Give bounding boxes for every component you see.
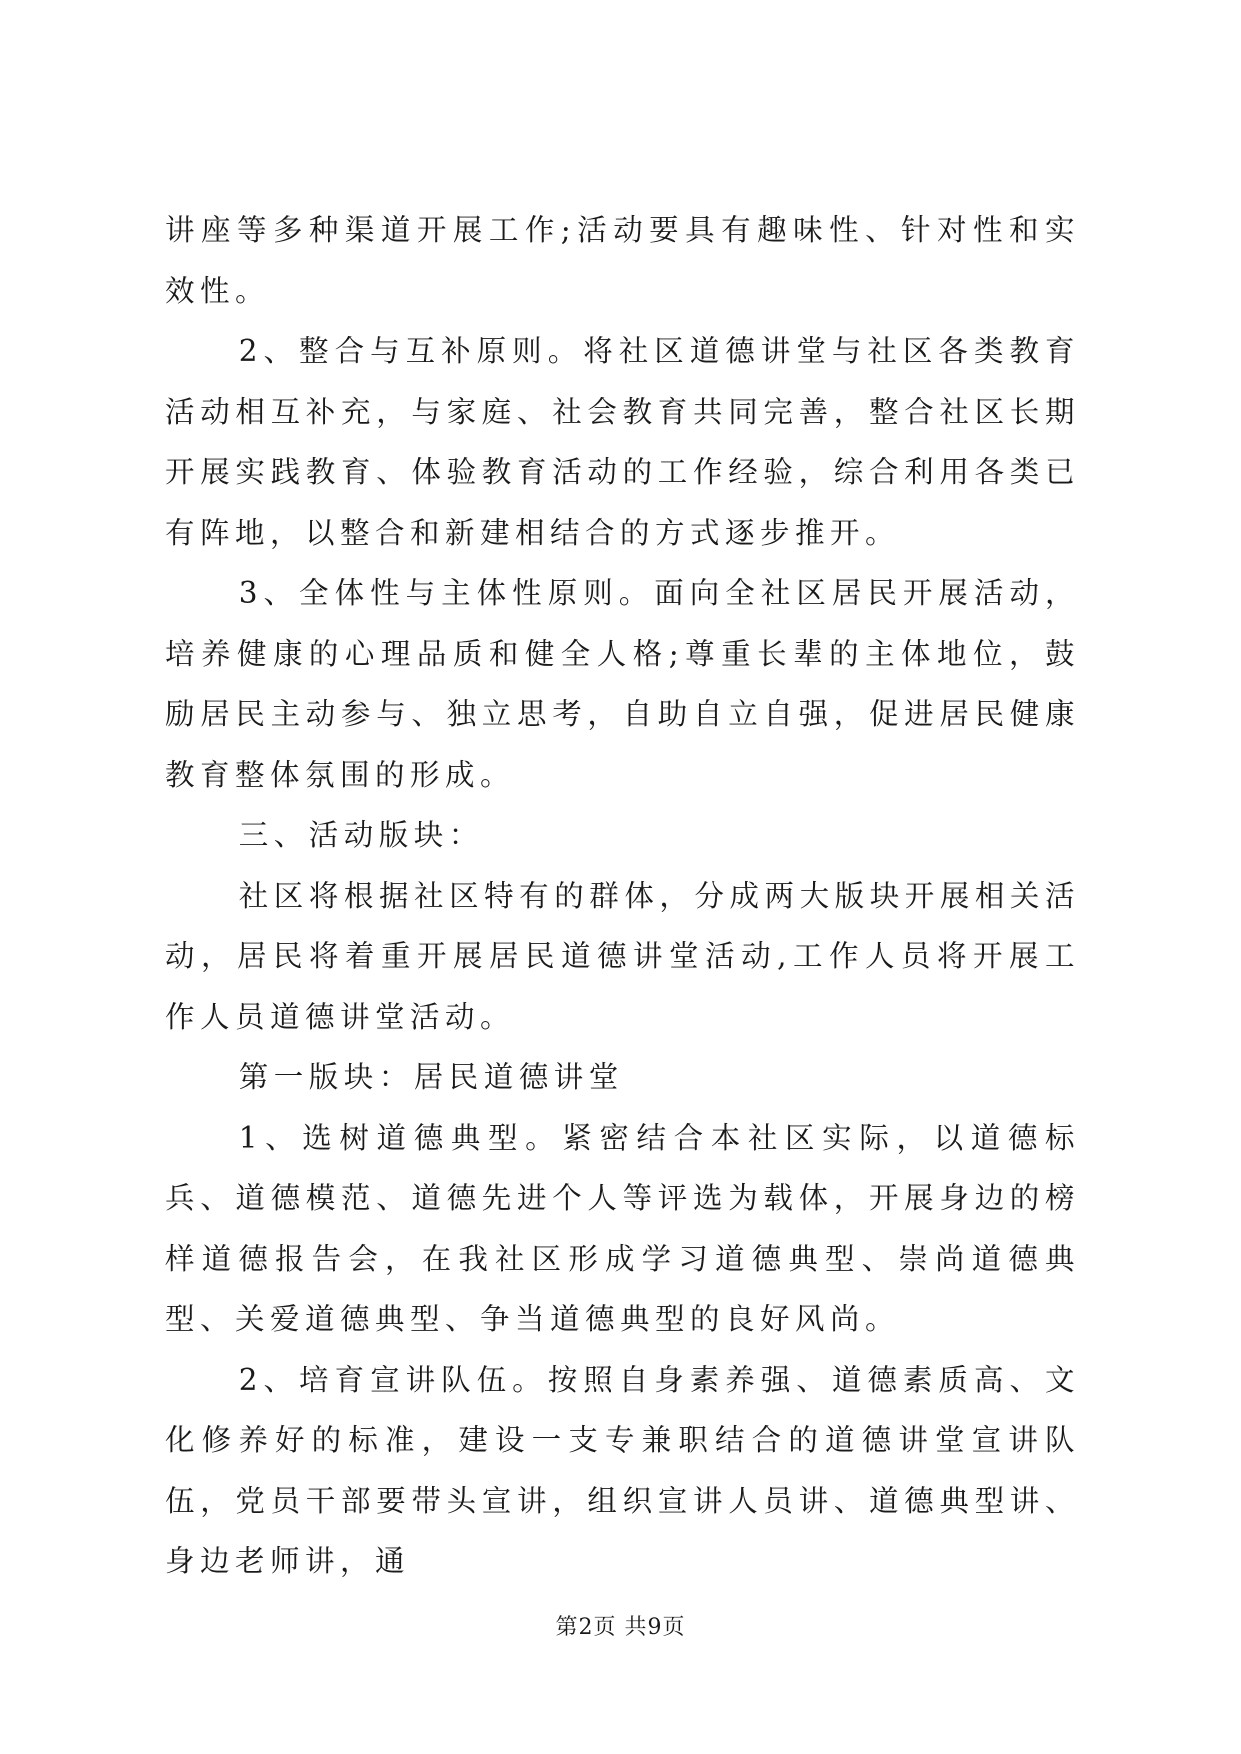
paragraph-continuation: 讲座等多种渠道开展工作;活动要具有趣味性、针对性和实效性。: [165, 213, 1080, 308]
page-number-footer: 第2页 共9页: [555, 1615, 686, 1640]
document-body: [165, 200, 1080, 1592]
paragraph-item-2: 2、培育宣讲队伍。按照自身素养强、道德素质高、文化修养好的标准，建设一支专兼职结合的道德讲堂宣讲队伍，党员干部要带头宣讲，组织宣讲人员讲、道德典型讲、身边老师讲，通: [165, 1362, 1080, 1578]
subheading-block-one: 第一版块：居民道德讲堂: [238, 1060, 624, 1094]
paragraph-activity-intro: 社区将根据社区特有的群体，分成两大版块开展相关活动，居民将着重开展居民道德讲堂活动,工作人员将开展工作人员道德讲堂活动。: [165, 878, 1080, 1034]
section-heading-activity-blocks: 三、活动版块：: [238, 818, 484, 852]
paragraph-principle-2: 2、整合与互补原则。将社区道德讲堂与社区各类教育活动相互补充，与家庭、社会教育共同完善，整合社区长期开展实践教育、体验教育活动的工作经验，综合利用各类已有阵地，以整合和新建相结合的方式逐步推开。: [165, 334, 1080, 550]
paragraph-principle-3: 3、全体性与主体性原则。面向全社区居民开展活动，培养健康的心理品质和健全人格;尊重长辈的主体地位，鼓励居民主动参与、独立思考，自助自立自强，促进居民健康教育整体氛围的形成。: [165, 576, 1080, 792]
paragraph-item-1: 1、选树道德典型。紧密结合本社区实际，以道德标兵、道德模范、道德先进个人等评选为载体，开展身边的榜样道德报告会，在我社区形成学习道德典型、崇尚道德典型、关爱道德典型、争当道德典型的良好风尚。: [165, 1120, 1080, 1336]
